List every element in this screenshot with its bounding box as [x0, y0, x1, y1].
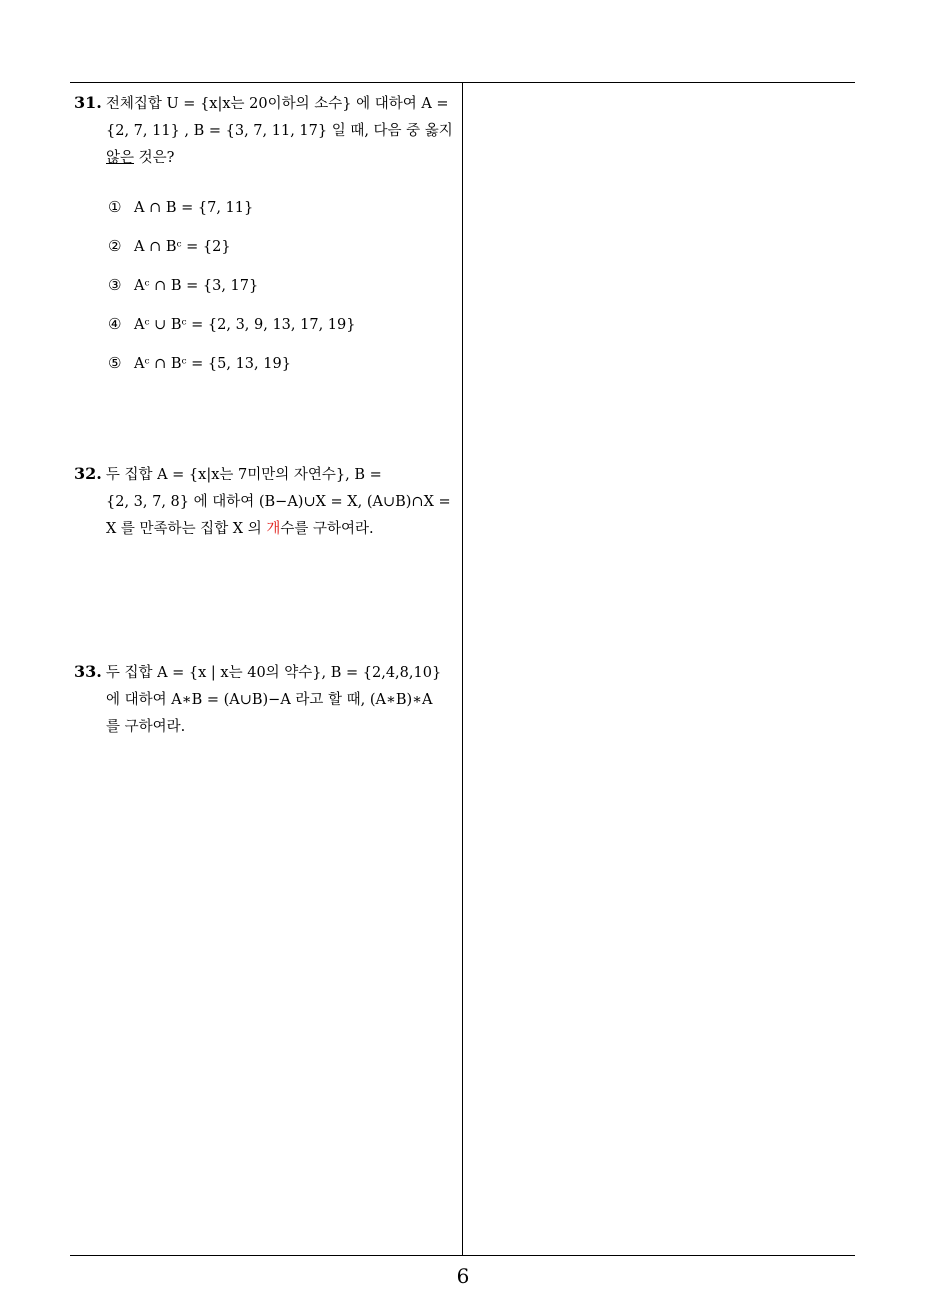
problem-number: 31.: [74, 93, 102, 112]
problem-32-line-3: [74, 516, 454, 543]
highlighted-text: 개: [266, 521, 281, 537]
problem-31-line-2: {2, 7, 11} , B = {3, 7, 11, 17} 일 때, 다음 중 옳지: [106, 123, 453, 139]
choice-mark: ④: [108, 315, 122, 333]
problem-33-line-2: 에 대하여 A∗B = (A∪B)−A 라고 할 때, (A∗B)∗A: [106, 692, 433, 708]
problem-text: X 를 만족하는 집합 X 의: [106, 521, 267, 537]
problem-31: [74, 89, 454, 172]
bottom-rule: [70, 1255, 855, 1256]
problem-33: [74, 658, 454, 741]
choice-5[interactable]: [108, 349, 355, 388]
problem-33-line-1: [74, 658, 454, 687]
choice-list: [108, 193, 355, 388]
choice-mark: ⑤: [108, 354, 122, 372]
choice-4[interactable]: [108, 310, 355, 349]
problem-text: 수를 구하여라.: [280, 521, 374, 537]
page-number: 6: [456, 1264, 470, 1288]
choice-mark: ③: [108, 276, 122, 294]
problem-31-line-3: [74, 145, 454, 172]
problem-number: 32.: [74, 464, 102, 483]
choice-expression: Aᶜ ∩ B = {3, 17}: [134, 278, 259, 294]
choice-2[interactable]: [108, 232, 355, 271]
problem-number: 33.: [74, 662, 102, 681]
choice-expression: Aᶜ ∪ Bᶜ = {2, 3, 9, 13, 17, 19}: [134, 317, 356, 333]
choice-1[interactable]: [108, 193, 355, 232]
problem-32-line-2: {2, 3, 7, 8} 에 대하여 (B−A)∪X = X, (A∪B)∩X =: [106, 494, 451, 510]
choice-mark: ②: [108, 237, 122, 255]
emphasis-underline: 않은: [106, 150, 135, 166]
problem-text: 전체집합 U = {x|x는 20이하의 소수} 에 대하여 A =: [105, 96, 449, 112]
problem-text: 것은?: [134, 150, 175, 166]
choice-expression: A ∩ Bᶜ = {2}: [134, 239, 231, 255]
choice-3[interactable]: [108, 271, 355, 310]
problem-text: 두 집합 A = {x|x는 7미만의 자연수}, B =: [105, 467, 382, 483]
problem-32: [74, 460, 454, 543]
problem-33-line-3: 를 구하여라.: [106, 719, 186, 735]
choice-mark: ①: [108, 198, 122, 216]
choice-expression: Aᶜ ∩ Bᶜ = {5, 13, 19}: [134, 356, 291, 372]
problem-text: 두 집합 A = {x | x는 40의 약수}, B = {2,4,8,10}: [105, 665, 442, 681]
problem-32-line-1: [74, 460, 454, 489]
column-divider: [462, 82, 463, 1256]
problem-31-line-1: [74, 89, 454, 118]
choice-expression: A ∩ B = {7, 11}: [134, 200, 254, 216]
